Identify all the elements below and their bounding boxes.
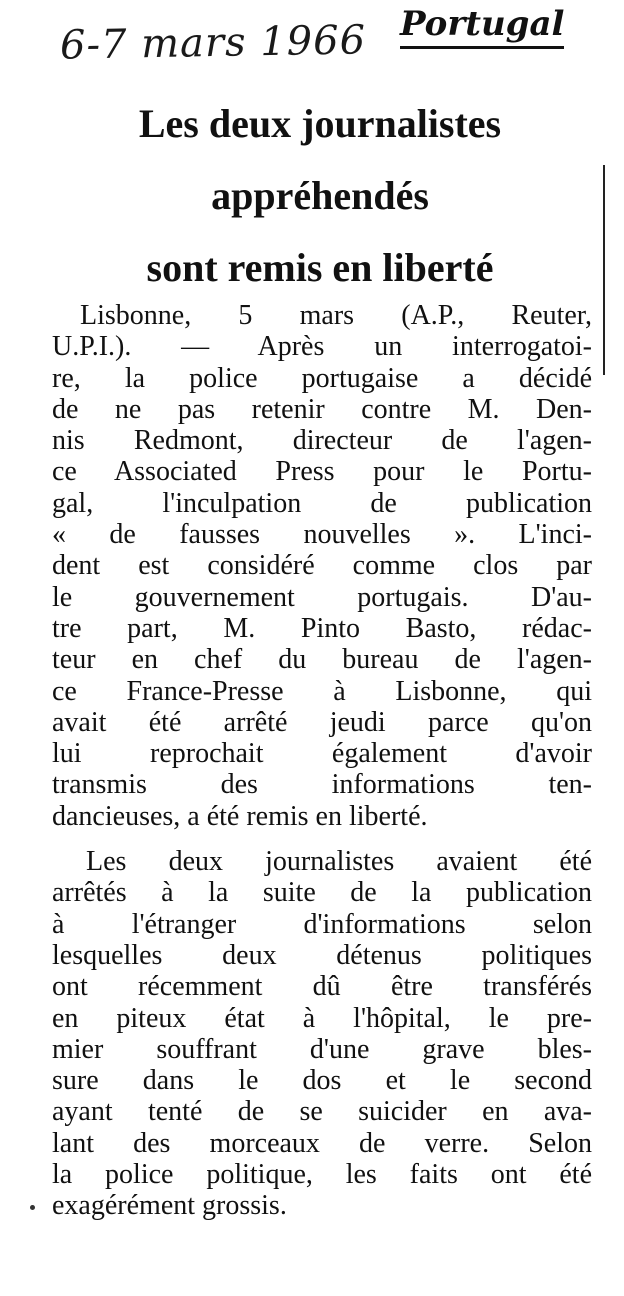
text-line: avait été arrêté jeudi parce qu'on — [52, 706, 592, 738]
headline-line: Les deux journalistes — [138, 101, 502, 146]
headline-line: appréhendés — [211, 173, 429, 218]
text-line: arrêtés à la suite de la publication — [52, 877, 592, 909]
paragraph-1 — [52, 300, 592, 832]
text-line: lui reprochait également d'avoir — [52, 738, 592, 770]
section-label: Portugal — [400, 4, 564, 49]
text-line: la police politique, les faits ont été — [52, 1159, 592, 1191]
text-line: exagérément grossis. — [52, 1190, 287, 1222]
text-line: lant des morceaux de verre. Selon — [52, 1127, 592, 1159]
text-line: U.P.I.). — Après un interrogatoi- — [52, 331, 592, 363]
text-line: de ne pas retenir contre M. Den- — [52, 393, 592, 425]
stray-mark — [30, 1205, 35, 1210]
text-line: dancieuses, a été remis en liberté. — [52, 800, 428, 832]
text-line: ce France-Presse à Lisbonne, qui — [52, 675, 592, 707]
text-line: teur en chef du bureau de l'agen- — [52, 644, 592, 676]
text-line: re, la police portugaise a décidé — [52, 362, 592, 394]
text-line: ce Associated Press pour le Portu- — [52, 456, 592, 488]
text-line: ayant tenté de se suicider en ava- — [52, 1096, 592, 1128]
headline — [40, 88, 600, 304]
handwritten-date: 6-7 mars 1966 — [59, 17, 367, 69]
text-line: « de fausses nouvelles ». L'inci- — [52, 519, 592, 551]
text-line: gal, l'inculpation de publication — [52, 487, 592, 519]
text-line: nis Redmont, directeur de l'agen- — [52, 425, 592, 457]
text-line: le gouvernement portugais. D'au- — [52, 581, 592, 613]
text-line: dent est considéré comme clos par — [52, 550, 592, 582]
paragraph-2 — [52, 846, 592, 1222]
text-line: sure dans le dos et le second — [52, 1065, 592, 1097]
text-line: tre part, M. Pinto Basto, rédac- — [52, 612, 592, 644]
text-line: Lisbonne, 5 mars (A.P., Reuter, — [80, 300, 592, 331]
text-line: à l'étranger d'informations selon — [52, 908, 592, 940]
text-line: transmis des informations ten- — [52, 769, 592, 801]
text-line: lesquelles deux détenus politiques — [52, 939, 592, 971]
headline-line: sont remis en liberté — [146, 245, 494, 290]
column-rule — [603, 165, 605, 375]
article-body — [52, 300, 592, 1222]
text-line: ont récemment dû être transférés — [52, 971, 592, 1003]
text-line: Les deux journalistes avaient été — [86, 846, 592, 878]
text-line: en piteux état à l'hôpital, le pre- — [52, 1002, 592, 1034]
text-line: mier souffrant d'une grave bles- — [52, 1033, 592, 1065]
